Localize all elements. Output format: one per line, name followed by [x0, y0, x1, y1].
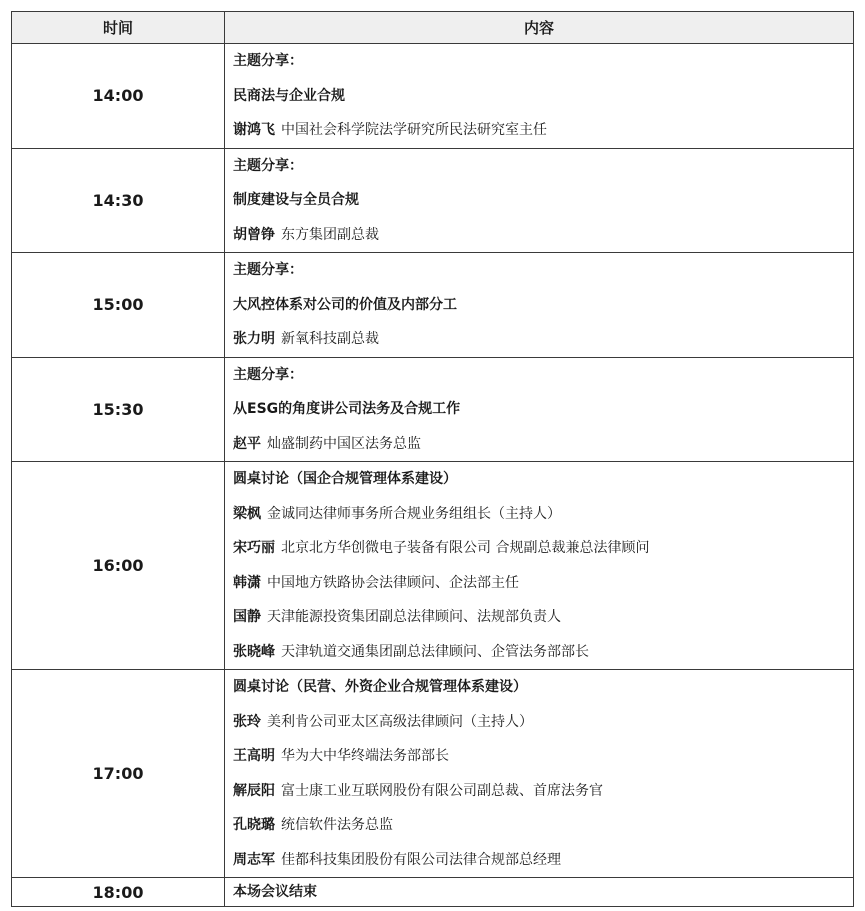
header-row: [12, 12, 854, 44]
session-time: 15:00: [12, 253, 225, 358]
speaker-role: 美利肯公司亚太区高级法律顾问（主持人）: [267, 713, 533, 730]
agenda-row: [12, 148, 854, 253]
session-content: [225, 253, 854, 358]
speaker-line: [225, 531, 853, 566]
speaker-line: [225, 774, 853, 809]
session-title: 圆桌讨论（国企合规管理体系建设）: [233, 471, 457, 487]
speaker-line: [225, 739, 853, 774]
agenda-table: [11, 11, 854, 907]
agenda-row: [12, 357, 854, 462]
header-content: 内容: [225, 12, 854, 44]
agenda-row: [12, 670, 854, 878]
speaker-name: 解辰阳: [233, 782, 275, 799]
header-time: 时间: [12, 12, 225, 44]
agenda-row: [12, 44, 854, 149]
session-label: 主题分享：: [233, 53, 303, 69]
speaker-role: 富士康工业互联网股份有限公司副总裁、首席法务官: [281, 782, 603, 799]
speaker-line: [225, 635, 853, 670]
session-title: 从ESG的角度讲公司法务及合规工作: [233, 401, 461, 417]
session-title: 民商法与企业合规: [233, 87, 345, 104]
session-title: 制度建设与全员合规: [233, 192, 359, 208]
speaker-name: 张玲: [233, 713, 261, 730]
speaker-line: [225, 600, 853, 635]
session-content: [225, 878, 854, 907]
agenda-row: [12, 253, 854, 358]
speaker-line: [225, 497, 853, 532]
session-time: 16:00: [12, 462, 225, 670]
speaker-role: 佳都科技集团股份有限公司法律合规部总经理: [281, 851, 561, 868]
session-content: [225, 148, 854, 253]
session-time: 14:30: [12, 148, 225, 253]
agenda-row: [12, 462, 854, 670]
speaker-line: [225, 566, 853, 601]
speaker-name: 胡曾铮: [233, 226, 275, 243]
session-content: [225, 462, 854, 670]
session-content: [225, 44, 854, 149]
speaker-name: 赵平: [233, 435, 261, 452]
speaker-name: 孔晓璐: [233, 817, 275, 833]
session-time: 18:00: [12, 878, 225, 907]
session-label: 主题分享：: [233, 366, 303, 383]
speaker-role: 统信软件法务总监: [281, 817, 393, 833]
session-time: 15:30: [12, 357, 225, 462]
agenda-body: [12, 44, 854, 907]
speaker-line: [225, 808, 853, 843]
speaker-role: 中国地方铁路协会法律顾问、企法部主任: [267, 574, 519, 591]
session-label: 主题分享：: [233, 157, 303, 174]
speaker-name: 韩潇: [233, 574, 261, 591]
session-title: 本场会议结束: [233, 884, 317, 900]
speaker-name: 谢鸿飞: [233, 122, 275, 138]
speaker-role: 灿盛制药中国区法务总监: [267, 435, 421, 452]
session-time: 14:00: [12, 44, 225, 149]
speaker-role: 华为大中华终端法务部部长: [281, 748, 449, 764]
speaker-name: 张力明: [233, 331, 275, 347]
speaker-name: 宋巧丽: [233, 540, 275, 556]
speaker-name: 梁枫: [233, 505, 261, 522]
session-title: 大风控体系对公司的价值及内部分工: [233, 296, 457, 313]
speaker-name: 张晓峰: [233, 643, 275, 660]
speaker-line: [225, 705, 853, 740]
speaker-line: [225, 322, 853, 357]
speaker-role: 天津能源投资集团副总法律顾问、法规部负责人: [267, 609, 561, 625]
speaker-role: 新氧科技副总裁: [281, 331, 379, 347]
session-label: 主题分享：: [233, 262, 303, 278]
speaker-role: 中国社会科学院法学研究所民法研究室主任: [281, 122, 547, 138]
speaker-line: [225, 843, 853, 878]
speaker-role: 天津轨道交通集团副总法律顾问、企管法务部部长: [281, 643, 589, 660]
session-content: [225, 357, 854, 462]
speaker-line: [225, 113, 853, 148]
speaker-line: [225, 218, 853, 253]
speaker-name: 王高明: [233, 748, 275, 764]
speaker-role: 金诚同达律师事务所合规业务组组长（主持人）: [267, 505, 561, 522]
speaker-name: 国静: [233, 609, 261, 625]
speaker-name: 周志军: [233, 851, 275, 868]
agenda-row: [12, 878, 854, 907]
session-content: [225, 670, 854, 878]
speaker-role: 东方集团副总裁: [281, 226, 379, 243]
session-title: 圆桌讨论（民营、外资企业合规管理体系建设）: [233, 679, 527, 695]
speaker-line: [225, 427, 853, 462]
speaker-role: 北京北方华创微电子装备有限公司 合规副总裁兼总法律顾问: [281, 540, 650, 556]
session-time: 17:00: [12, 670, 225, 878]
